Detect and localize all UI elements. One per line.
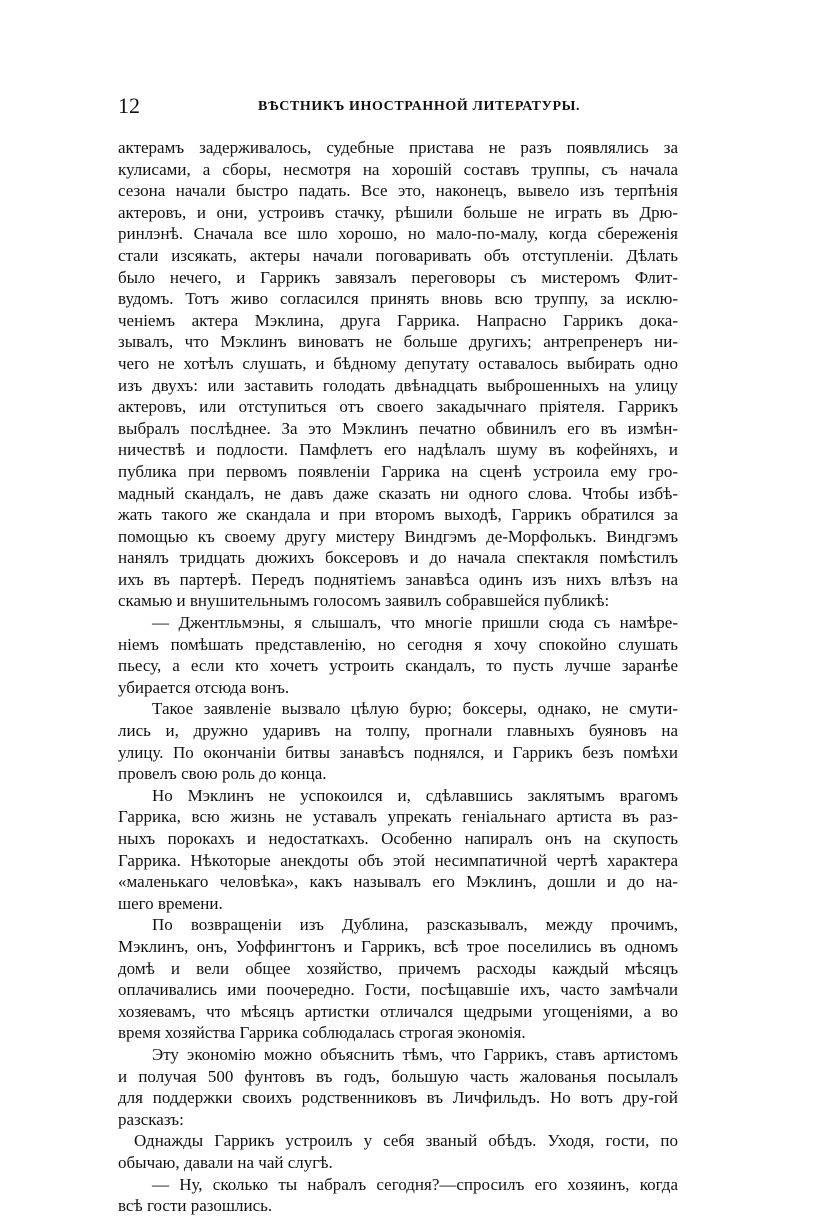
text-line: всѣ гости разошлись. (118, 1196, 273, 1216)
text-line: актерамъ задерживалось, судебные пристава не разъ появлялись за (118, 138, 678, 157)
text-line: чего не хотѣлъ слушать, и бѣдному депутату оставалось выбирать одно (118, 353, 678, 373)
text-line: оплачивались ими поочередно. Гости, посѣщавшіе ихъ, часто замѣчали (118, 980, 678, 1000)
text-line: кулисами, а сборы, несмотря на хорошій составъ труппы, съ начала (118, 159, 678, 179)
text-line: было нечего, и Гаррикъ завязалъ переговоры съ мистеромъ Флит- (118, 267, 678, 287)
text-line: зывалъ, что Мэклинъ виноватъ не больше другихъ; антрепренеръ ни- (118, 332, 678, 352)
text-line: шего времени. (118, 893, 223, 913)
text-line: Однажды Гаррикъ устроилъ у себя званый обѣдъ. Уходя, гости, по (134, 1131, 678, 1151)
text-line: лись и, дружно ударивъ на толпу, прогнали главныхъ буяновъ на (118, 721, 678, 741)
text-line: мадный скандалъ, не давъ даже сказать ни одного слова. Чтобы избѣ- (118, 483, 678, 503)
text-line: помощью къ своему другу мистеру Виндгэмъ де-Морфолькъ. Виндгэмъ (118, 526, 678, 546)
text-line: стали изсякать, актеры начали поговаривать объ отступленіи. Дѣлать (118, 245, 678, 265)
text-line: — Ну, сколько ты набралъ сегодня?—спросилъ его хозяинъ, когда (152, 1174, 678, 1194)
text-line: домѣ и вели общее хозяйство, причемъ расходы каждый мѣсяцъ (118, 958, 678, 978)
text-line: ничествѣ и подлости. Памфлетъ его надѣлалъ шуму въ кофейняхъ, и (118, 440, 678, 460)
text-line: Мэклинъ, онъ, Уоффингтонъ и Гаррикъ, всѣ трое поселились въ одномъ (118, 936, 678, 956)
text-line: Эту экономію можно объяснить тѣмъ, что Гаррикъ, ставъ артистомъ (152, 1044, 678, 1064)
text-line: обычаю, давали на чай слугѣ. (118, 1152, 333, 1172)
text-line: сезона начали быстро падать. Все это, наконецъ, вывело изъ терпѣнія (118, 181, 678, 201)
text-line: для поддержки своихъ родственниковъ въ Личфильдъ. Но вотъ дру-гой (118, 1088, 678, 1108)
text-line: ихъ въ партерѣ. Передъ поднятіемъ занавѣса одинъ изъ нихъ влѣзъ на (118, 569, 678, 589)
text-line: время хозяйства Гаррика соблюдалась строгая экономія. (118, 1023, 526, 1043)
text-line: вудомъ. Тотъ живо согласился принять вновь всю труппу, за исклю- (118, 289, 678, 309)
text-line: жать такого же скандала и при второмъ выходѣ, Гаррикъ обратился за (118, 505, 678, 525)
text-line: пьесу, а если кто хочетъ устроить скандалъ, то пусть лучше заранѣе (118, 656, 678, 676)
text-line: актеровъ, или отступиться отъ своего закадычнаго пріятеля. Гаррикъ (118, 397, 678, 417)
text-line: скамью и внушительнымъ голосомъ заявилъ собравшейся публикѣ: (118, 591, 610, 611)
text-line: нанялъ тридцать дюжихъ боксеровъ и до начала спектакля помѣстилъ (118, 548, 678, 568)
body-text (118, 137, 678, 1217)
page-header (118, 94, 678, 118)
text-line: и получая 500 фунтовъ въ годъ, большую часть жалованья посылалъ (118, 1066, 678, 1086)
text-line: улицу. По окончаніи битвы занавѣсъ поднялся, и Гаррикъ безъ помѣхи (118, 742, 678, 762)
text-line: хозяевамъ, что мѣсяцъ артистки отличался щедрыми угощеніями, а во (118, 1001, 678, 1021)
text-line: убирается отсюда вонъ. (118, 677, 290, 697)
text-line: актеровъ, и они, устроивъ стачку, рѣшили больше не играть въ Дрю- (118, 202, 678, 222)
text-line: Гаррика, всю жизнь не уставалъ упрекать геніальнаго артиста въ раз- (118, 807, 678, 827)
text-line: Гаррика. Нѣкоторые анекдоты объ этой несимпатичной чертѣ характера (118, 850, 678, 870)
text-line: разсказъ: (118, 1109, 184, 1129)
text-line: ніемъ помѣшать представленію, но сегодня я хочу спокойно слушать (118, 634, 678, 654)
text-line: — Джентльмэны, я слышалъ, что многіе пришли сюда съ намѣре- (152, 613, 678, 633)
text-line: выбралъ послѣднее. За это Мэклинъ печатно обвинилъ его въ измѣн- (118, 418, 678, 438)
text-line: ченіемъ актера Мэклина, друга Гаррика. Напрасно Гаррикъ дока- (118, 310, 678, 330)
text-line: ринлэнѣ. Сначала все шло хорошо, но мало-по-малу, когда сбереженія (118, 224, 678, 244)
text-line: «маленькаго человѣка», какъ называлъ его Мэклинъ, дошли и до на- (118, 872, 678, 892)
running-title: ВѢСТНИКЪ ИНОСТРАННОЙ ЛИТЕРАТУРЫ. (258, 99, 581, 114)
text-line: изъ двухъ: или заставить голодать двѣнадцать выброшенныхъ на улицу (118, 375, 678, 395)
text-line: публика при первомъ появленіи Гаррика на сценѣ устроила ему гро- (118, 461, 678, 481)
text-line: Но Мэклинъ не успокоился и, сдѣлавшись заклятымъ врагомъ (152, 785, 678, 805)
text-line: провелъ свою роль до конца. (118, 764, 327, 784)
page-number: 12 (118, 93, 140, 118)
text-line: По возвращеніи изъ Дублина, разсказывалъ, между прочимъ, (152, 915, 678, 935)
text-line: ныхъ порокахъ и недостаткахъ. Особенно напиралъ онъ на скупость (118, 829, 678, 848)
text-line: Такое заявленіе вызвало цѣлую бурю; боксеры, однако, не смути- (152, 699, 678, 719)
